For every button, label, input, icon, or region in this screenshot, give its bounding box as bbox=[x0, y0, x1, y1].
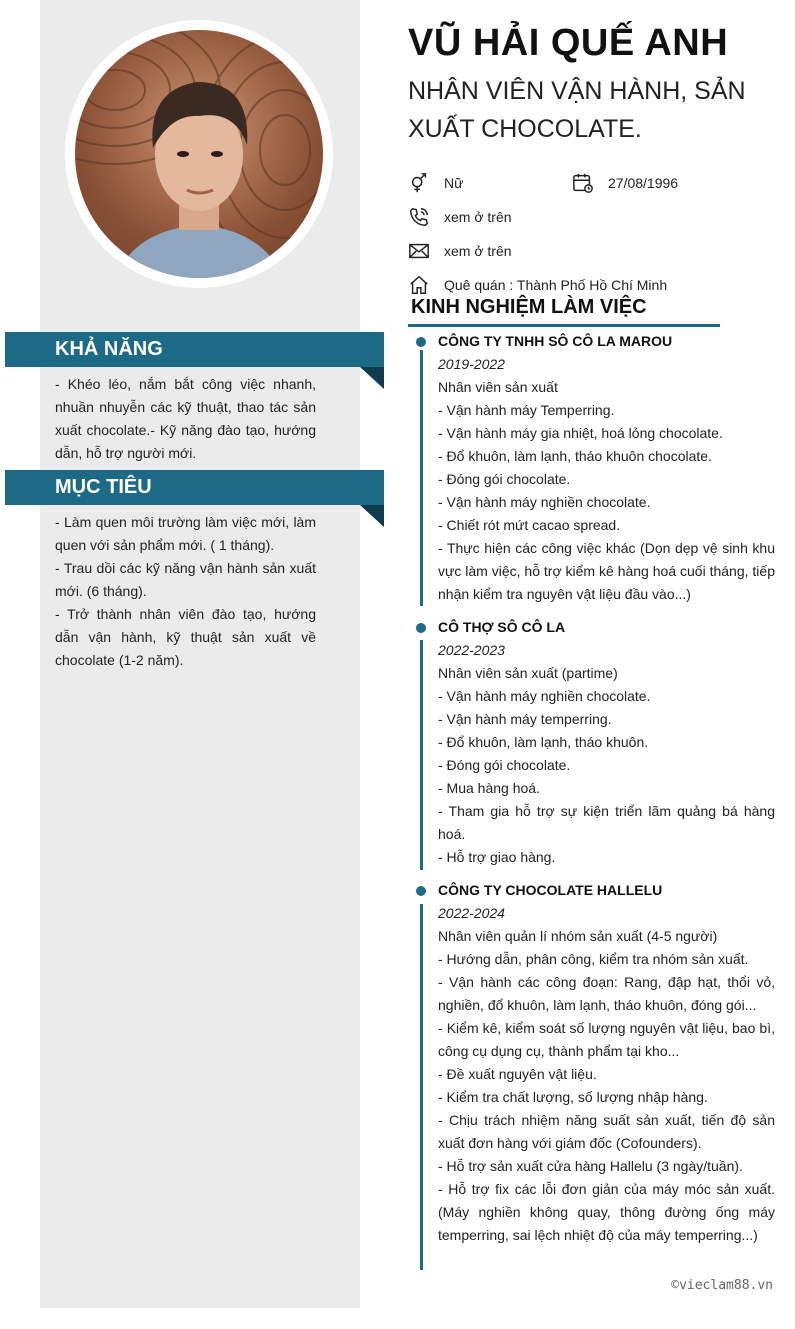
avatar-frame bbox=[65, 20, 333, 288]
job-duty: - Hỗ trợ fix các lỗi đơn giản của máy móc sản xuất. (Máy nghiền không quay, thông đường ống máy temperring, sai lệch nhiệt độ của máy temperring...) bbox=[438, 1181, 775, 1243]
job-duty: - Vận hành máy nghiền chocolate. bbox=[438, 494, 651, 510]
hometown-value: Quê quán : Thành Phố Hồ Chí Minh bbox=[444, 277, 668, 293]
job-duty: - Vận hành máy nghiền chocolate. bbox=[438, 688, 651, 704]
job-duty: - Hỗ trợ giao hàng. bbox=[438, 849, 556, 865]
phone-icon bbox=[408, 206, 430, 228]
job-duty: - Kiểm tra chất lượng, số lượng nhập hàng. bbox=[438, 1089, 708, 1105]
phone-value: xem ở trên bbox=[444, 209, 512, 225]
skills-text bbox=[55, 373, 316, 465]
job-role: Nhân viên sản xuất (partime) bbox=[438, 665, 618, 681]
objective-heading: MỤC TIÊU bbox=[5, 470, 384, 505]
job-duty: - Chiết rót mứt cacao spread. bbox=[438, 517, 621, 533]
job-duty: - Vận hành máy temperring. bbox=[438, 711, 612, 727]
timeline-dot bbox=[416, 886, 426, 896]
job-duty: - Chịu trách nhiệm năng suất sản xuất, tiến độ sản xuất đơn hàng với giám đốc (Cofounders). bbox=[438, 1112, 775, 1151]
job-entry bbox=[438, 330, 775, 606]
avatar bbox=[75, 30, 323, 278]
job-duty: - Đề xuất nguyên vật liệu. bbox=[438, 1066, 597, 1082]
job-duty: - Vận hành máy Temperring. bbox=[438, 402, 615, 418]
timeline-line bbox=[420, 350, 423, 606]
job-duty: - Hướng dẫn, phân công, kiểm tra nhóm sản xuất. bbox=[438, 951, 749, 967]
job-duty: - Đổ khuôn, làm lạnh, tháo khuôn. bbox=[438, 734, 649, 750]
email-icon bbox=[408, 240, 430, 262]
job-duty: - Kiểm kê, kiểm soát số lượng nguyên vật liệu, bao bì, công cụ dụng cụ, thành phẩm tại kho... bbox=[438, 1020, 775, 1059]
candidate-name: VŨ HẢI QUẾ ANH bbox=[408, 22, 729, 64]
timeline-dot bbox=[416, 337, 426, 347]
timeline-line bbox=[420, 904, 423, 1270]
job-duty: - Đổ khuôn, làm lạnh, tháo khuôn chocolate. bbox=[438, 448, 712, 464]
job-entry bbox=[438, 616, 775, 869]
objective-text bbox=[55, 511, 316, 672]
objective-line: - Làm quen môi trường làm việc mới, làm quen với sản phẩm mới. ( 1 tháng). bbox=[55, 514, 316, 553]
skills-heading: KHẢ NĂNG bbox=[5, 332, 384, 367]
gender-icon bbox=[408, 172, 430, 194]
job-duty: - Mua hàng hoá. bbox=[438, 780, 540, 796]
job-company: CÔ THỢ SÔ CÔ LA bbox=[438, 619, 566, 635]
skills-paragraph: - Khéo léo, nắm bắt công việc nhanh, nhuần nhuyễn các kỹ thuật, thao tác sản xuất chocolate.- Kỹ năng đào tạo, hướng dẫn, hỗ trợ người mới. bbox=[55, 376, 316, 461]
job-period: 2022-2024 bbox=[438, 905, 505, 921]
job-role: Nhân viên sản xuất bbox=[438, 379, 558, 395]
footer-watermark: ©vieclam88.vn bbox=[671, 1278, 773, 1293]
birthdate-row bbox=[572, 171, 678, 195]
hometown-row bbox=[408, 273, 667, 297]
job-duty: - Thực hiện các công việc khác (Dọn dẹp vệ sinh khu vực làm việc, hỗ trợ kiểm kê hàng hoá cuối tháng, tiếp nhận kiểm tra nguyên vật liệu đầu vào...) bbox=[438, 540, 775, 602]
job-period: 2019-2022 bbox=[438, 356, 505, 372]
candidate-title: NHÂN VIÊN VẬN HÀNH, SẢN XUẤT CHOCOLATE. bbox=[408, 77, 746, 143]
objective-line: - Trau dồi các kỹ năng vận hành sản xuất mới. (6 tháng). bbox=[55, 560, 316, 599]
gender-value: Nữ bbox=[444, 175, 464, 191]
email-value: xem ở trên bbox=[444, 243, 512, 259]
job-duty: - Vận hành máy gia nhiệt, hoá lỏng chocolate. bbox=[438, 425, 723, 441]
job-company: CÔNG TY TNHH SÔ CÔ LA MAROU bbox=[438, 333, 673, 349]
phone-row bbox=[408, 205, 512, 229]
job-company: CÔNG TY CHOCOLATE HALLELU bbox=[438, 882, 663, 898]
objective-line: - Trở thành nhân viên đào tạo, hướng dẫn vận hành, kỹ thuật sản xuất về chocolate (1-2 năm). bbox=[55, 606, 316, 668]
job-duty: - Hỗ trợ sản xuất cửa hàng Hallelu (3 ngày/tuần). bbox=[438, 1158, 743, 1174]
timeline-line bbox=[420, 640, 423, 870]
gender-row bbox=[408, 171, 463, 195]
timeline-dot bbox=[416, 623, 426, 633]
job-role: Nhân viên quản lí nhóm sản xuất (4-5 người) bbox=[438, 928, 718, 944]
job-duty: - Đóng gói chocolate. bbox=[438, 757, 571, 773]
job-duty: - Đóng gói chocolate. bbox=[438, 471, 571, 487]
home-icon bbox=[408, 274, 430, 296]
job-entry bbox=[438, 879, 775, 1247]
email-row bbox=[408, 239, 512, 263]
skills-heading-fold bbox=[360, 367, 384, 389]
avatar-image bbox=[75, 30, 323, 278]
job-duty: - Vận hành các công đoạn: Rang, đập hạt, thổi vỏ, nghiền, đổ khuôn, làm lạnh, tháo khuôn, đóng gói... bbox=[438, 974, 775, 1013]
birthdate-value: 27/08/1996 bbox=[608, 175, 679, 191]
job-duty: - Tham gia hỗ trợ sự kiện triển lãm quảng bá hàng hoá. bbox=[438, 803, 775, 842]
experience-heading-rule bbox=[408, 324, 720, 327]
job-period: 2022-2023 bbox=[438, 642, 505, 658]
calendar-icon bbox=[572, 172, 594, 194]
experience-heading: KINH NGHIỆM LÀM VIỆC bbox=[411, 296, 647, 318]
objective-heading-fold bbox=[360, 505, 384, 527]
